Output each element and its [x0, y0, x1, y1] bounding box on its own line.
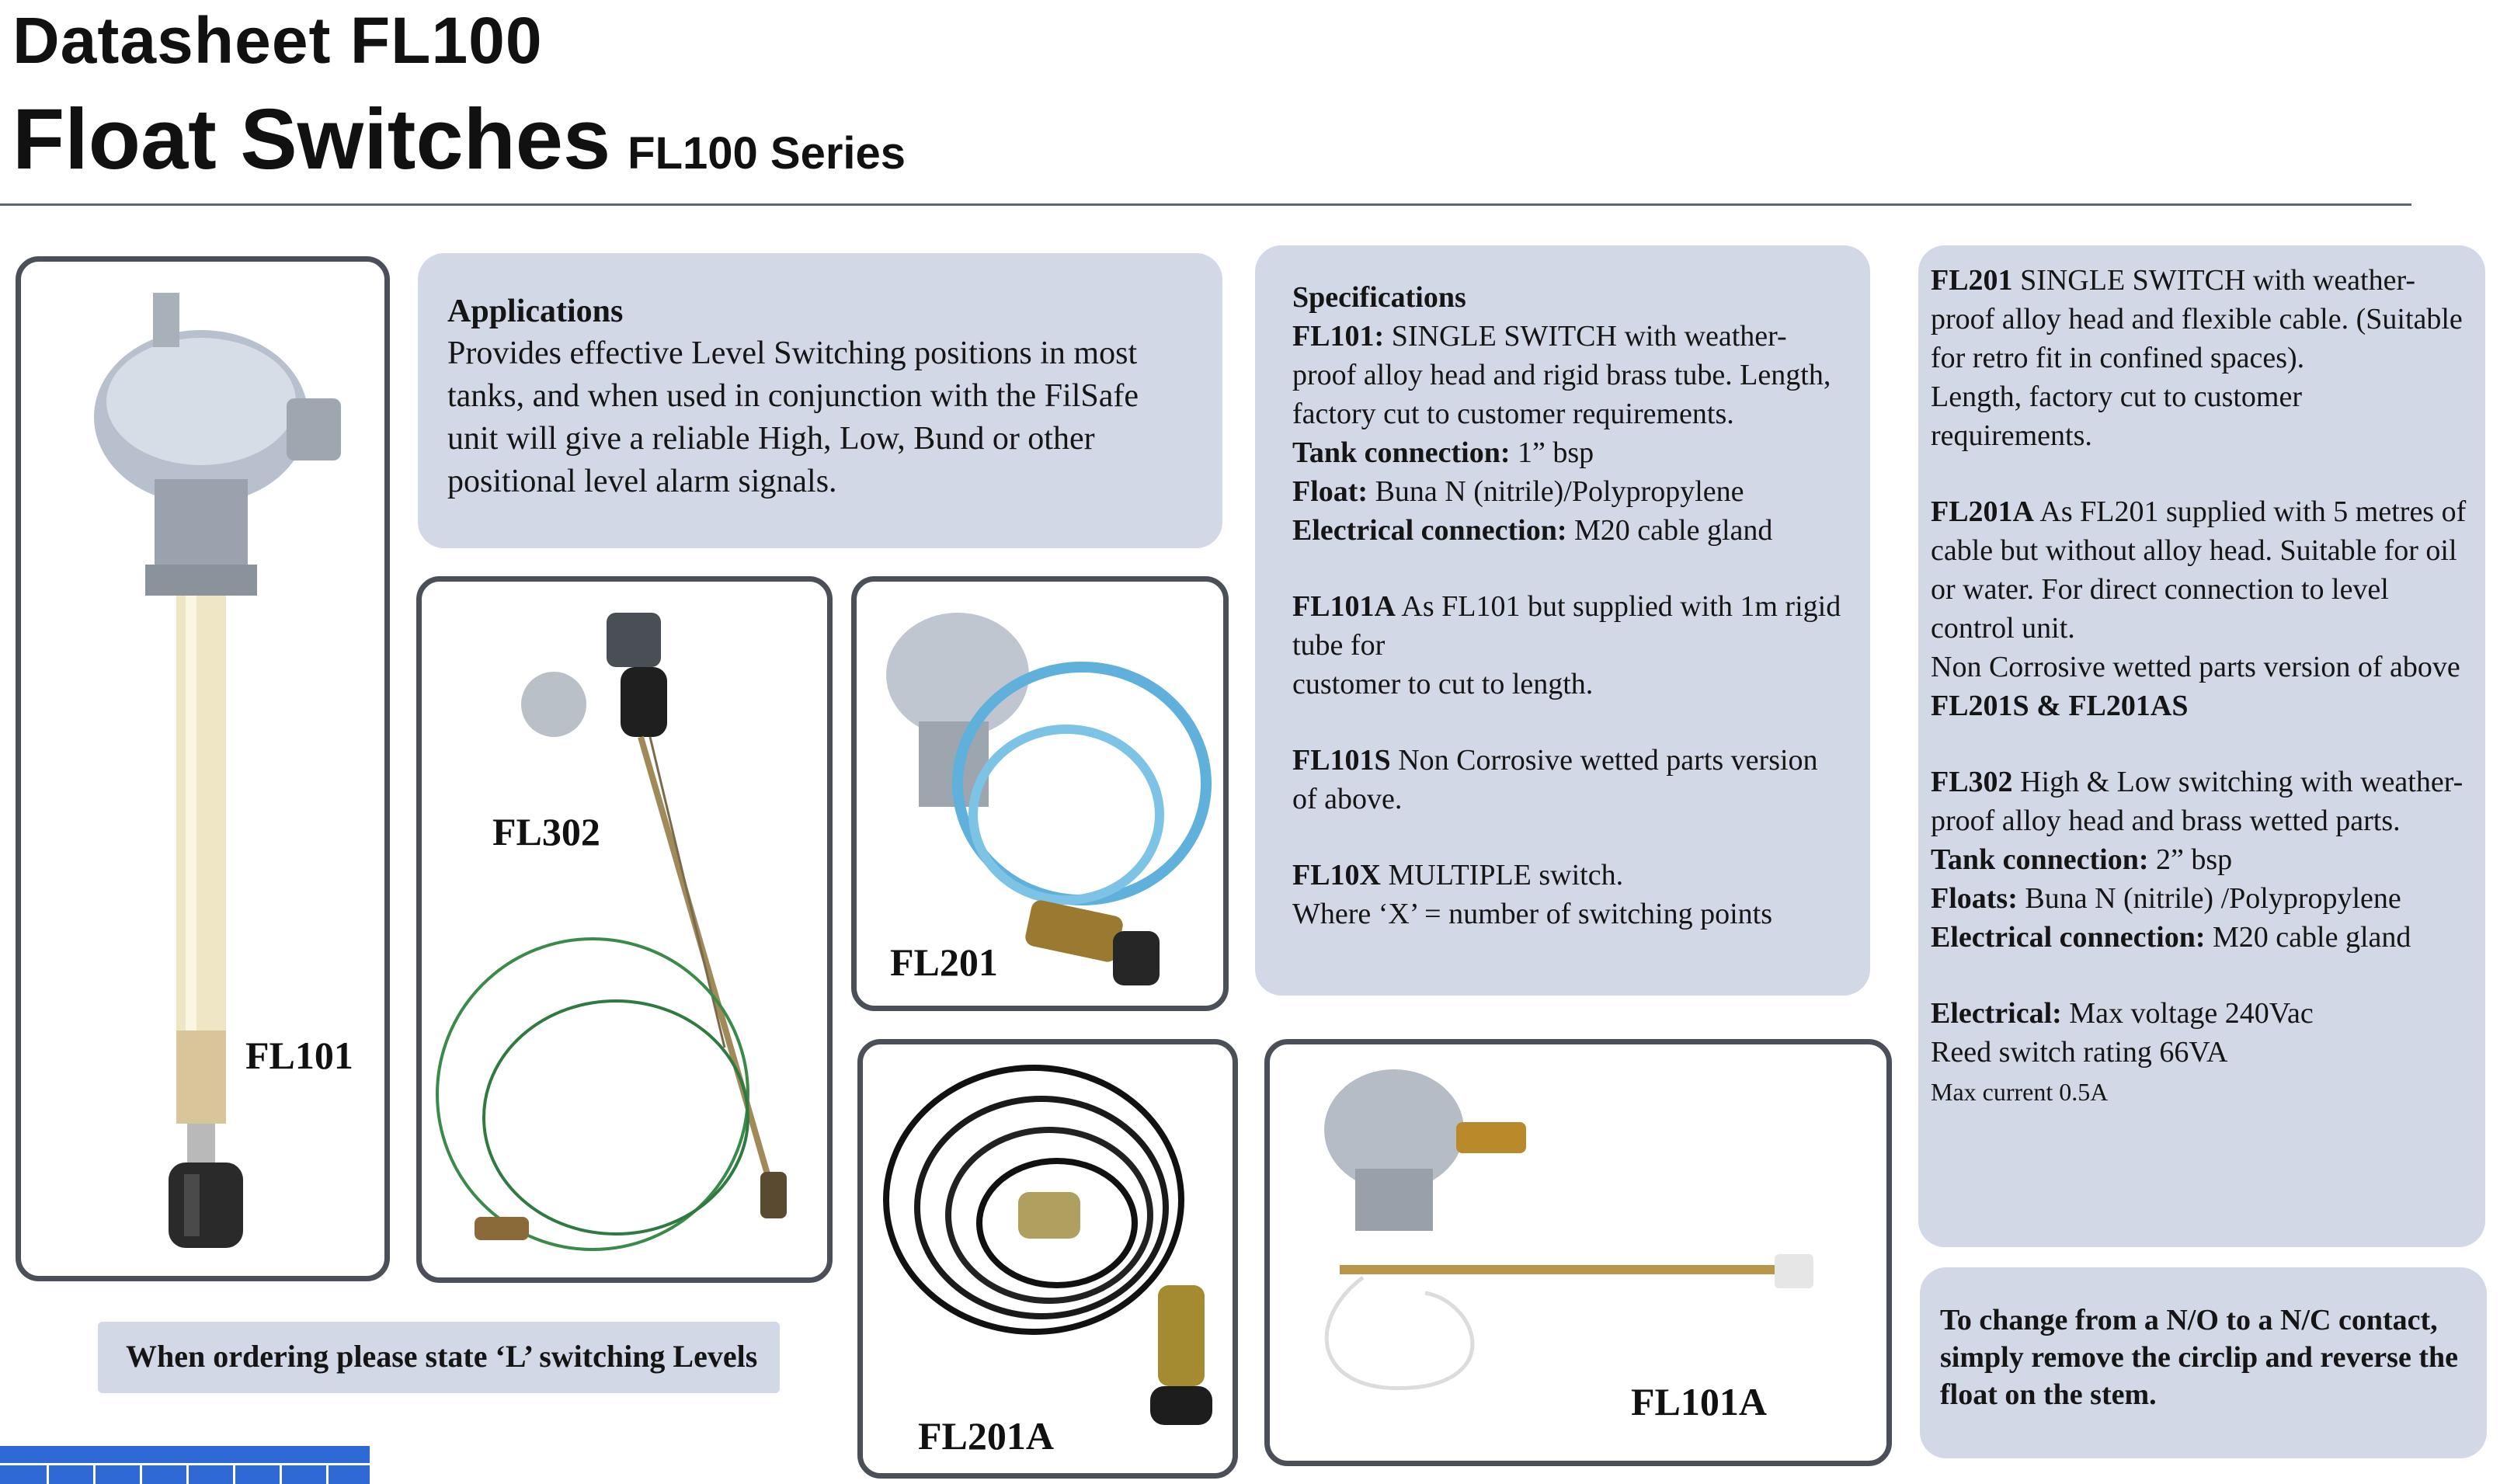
fl302-float-switch-image: [422, 582, 827, 1277]
decorative-stripe: [0, 1446, 370, 1484]
fl201-spec: [1931, 261, 2468, 455]
fl101-tank-label: Tank connection:: [1292, 436, 1511, 469]
fl302-tank-label: Tank connection:: [1931, 843, 2149, 876]
fl101-float-label: Float:: [1292, 475, 1368, 508]
fl101s-spec-desc: Non Corrosive wetted parts version of above.: [1292, 744, 1818, 815]
applications-panel: [418, 253, 1222, 548]
fl201-spec-desc: SINGLE SWITCH with weather-proof alloy head and flexible cable. (Suitable for retro fit in confined spaces).: [1931, 264, 2463, 374]
specifications-panel: [1255, 245, 1870, 996]
fl302-label: FL302: [492, 810, 600, 853]
stripe-divider: [326, 1463, 329, 1484]
fl10x-spec-code: FL10X: [1292, 859, 1381, 891]
ordering-note: When ordering please state ‘L’ switching Levels: [126, 1339, 758, 1374]
series-label: FL100 Series: [628, 128, 906, 179]
header-divider: [0, 203, 2411, 206]
fl101-spec-code: FL101:: [1292, 320, 1385, 353]
fl10x-spec: [1292, 856, 1848, 933]
fl101-spec-desc: SINGLE SWITCH with weather-proof alloy head and rigid brass tube. Length, factory cut to customer requirements.: [1292, 320, 1831, 430]
contact-change-note: To change from a N/O to a N/C contact, simply remove the circlip and reverse the float on the stem.: [1940, 1304, 2458, 1411]
fl201a-spec-desc2: Non Corrosive wetted parts version of above: [1931, 651, 2460, 683]
fl101a-spec-desc: As FL101 but supplied with 1m rigid tube for: [1292, 590, 1841, 662]
fl201a-spec-variants: FL201S & FL201AS: [1931, 690, 2189, 722]
fl101-label: FL101: [245, 1034, 353, 1077]
fl101a-spec-code: FL101A: [1292, 590, 1396, 623]
fl101-elec-label: Electrical connection:: [1292, 514, 1567, 547]
fl201-spec-code: FL201: [1931, 264, 2013, 297]
fl101-elec-value: M20 cable gland: [1574, 514, 1773, 547]
fl10x-spec-desc2: Where ‘X’ = number of switching points: [1292, 898, 1773, 930]
stripe-divider: [47, 1463, 49, 1484]
fl101s-spec-code: FL101S: [1292, 744, 1391, 777]
datasheet-title: Datasheet FL100: [12, 4, 543, 77]
fl201a-label: FL201A: [918, 1414, 1054, 1458]
fl201a-spec-code: FL201A: [1931, 495, 2034, 528]
fl302-tank-value: 2” bsp: [2156, 843, 2233, 876]
fl201-spec-desc2: Length, factory cut to customer requirements.: [1931, 381, 2303, 452]
fl302-elec-value: M20 cable gland: [2213, 921, 2411, 954]
stripe-line: [0, 1463, 370, 1465]
fl101a-spec: [1292, 587, 1848, 704]
fl101s-spec: [1292, 741, 1848, 818]
electrical-max-current: Max current 0.5A: [1931, 1078, 2109, 1106]
electrical-label: Electrical:: [1931, 997, 2062, 1030]
fl101a-spec-desc2: customer to cut to length.: [1292, 668, 1594, 700]
fl10x-spec-desc: MULTIPLE switch.: [1388, 859, 1624, 891]
applications-heading: Applications: [447, 294, 624, 329]
applications-text: Provides effective Level Switching positions in most tanks, and when used in conjunction with the FilSafe unit will give a reliable High, Low, Bund or other positional level alarm signals.: [447, 335, 1139, 499]
specifications-heading: Specifications: [1292, 281, 1466, 314]
electrical-spec: [1931, 994, 2468, 1111]
page-title-main: Float Switches: [12, 92, 611, 187]
fl101a-photo-card: [1264, 1039, 1892, 1466]
fl101-photo-card: [16, 256, 390, 1281]
fl201-label: FL201: [890, 940, 998, 984]
fl101-tank-value: 1” bsp: [1518, 436, 1594, 469]
stripe-divider: [93, 1463, 96, 1484]
fl101-float-switch-image: [21, 262, 386, 1277]
fl101a-label: FL101A: [1631, 1380, 1767, 1423]
fl201a-spec-desc: As FL201 supplied with 5 metres of cable but without alloy head. Suitable for oil or water. For direct connection to level control unit.: [1931, 495, 2467, 645]
fl302-floats-label: Floats:: [1931, 882, 2018, 915]
fl302-elec-label: Electrical connection:: [1931, 921, 2206, 954]
fl302-spec-code: FL302: [1931, 766, 2013, 798]
stripe-divider: [280, 1463, 282, 1484]
fl101a-float-switch-image: [1270, 1044, 1886, 1461]
page-title: [12, 90, 906, 189]
stripe-divider: [233, 1463, 235, 1484]
fl101-float-value: Buna N (nitrile)/Polypropylene: [1375, 475, 1744, 508]
fl101-spec: [1292, 317, 1848, 550]
stripe-divider: [140, 1463, 142, 1484]
stripe-divider: [186, 1463, 189, 1484]
fl302-spec: [1931, 763, 2468, 957]
fl302-photo-card: [416, 576, 833, 1283]
right-specifications-panel: [1918, 245, 2485, 1247]
fl201a-spec: [1931, 492, 2468, 725]
fl201a-float-switch-image: [863, 1044, 1233, 1473]
electrical-voltage: Max voltage 240Vac: [2069, 997, 2314, 1030]
electrical-reed-rating: Reed switch rating 66VA: [1931, 1036, 2228, 1069]
fl302-spec-desc: High & Low switching with weather-proof alloy head and brass wetted parts.: [1931, 766, 2463, 837]
contact-change-note-panel: [1920, 1267, 2487, 1458]
ordering-note-panel: [98, 1322, 780, 1393]
fl302-floats-value: Buna N (nitrile) /Polypropylene: [2025, 882, 2401, 915]
